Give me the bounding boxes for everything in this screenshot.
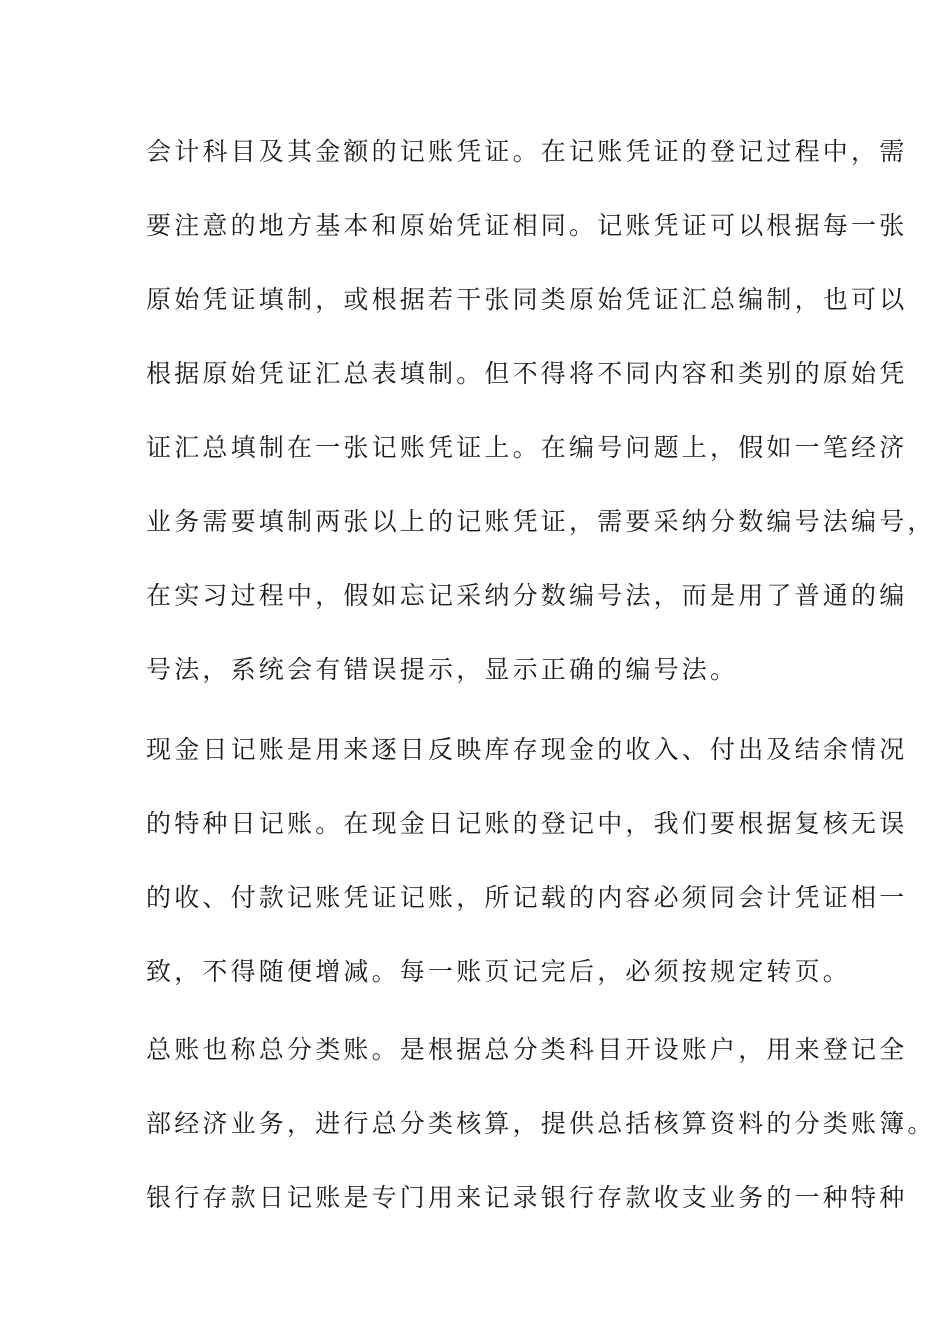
text-line-12: 致，不得随便增减。每一账页记完后，必须按规定转页。 bbox=[146, 957, 852, 986]
text-line-9: 现金日记账是用来逐日反映库存现金的收入、付出及结余情况 bbox=[146, 735, 908, 764]
text-line-5: 证汇总填制在一张记账凭证上。在编号问题上，假如一笔经济 bbox=[146, 433, 908, 462]
text-line-8: 号法，系统会有错误提示，显示正确的编号法。 bbox=[146, 655, 739, 684]
text-line-6: 业务需要填制两张以上的记账凭证，需要采纳分数编号法编号， bbox=[146, 507, 936, 536]
text-line-4: 根据原始凭证汇总表填制。但不得将不同内容和类别的原始凭 bbox=[146, 359, 908, 388]
text-line-1: 会计科目及其金额的记账凭证。在记账凭证的登记过程中，需 bbox=[146, 137, 908, 166]
text-line-10: 的特种日记账。在现金日记账的登记中，我们要根据复核无误 bbox=[146, 809, 908, 838]
text-line-14: 部经济业务，进行总分类核算，提供总括核算资料的分类账簿。 bbox=[146, 1109, 936, 1138]
text-line-7: 在实习过程中，假如忘记采纳分数编号法，而是用了普通的编 bbox=[146, 581, 908, 610]
text-line-2: 要注意的地方基本和原始凭证相同。记账凭证可以根据每一张 bbox=[146, 211, 908, 240]
text-line-13: 总账也称总分类账。是根据总分类科目开设账户，用来登记全 bbox=[146, 1035, 908, 1064]
text-line-15: 银行存款日记账是专门用来记录银行存款收支业务的一种特种 bbox=[146, 1183, 908, 1212]
text-line-11: 的收、付款记账凭证记账，所记载的内容必须同会计凭证相一 bbox=[146, 883, 908, 912]
text-line-3: 原始凭证填制，或根据若干张同类原始凭证汇总编制，也可以 bbox=[146, 285, 908, 314]
